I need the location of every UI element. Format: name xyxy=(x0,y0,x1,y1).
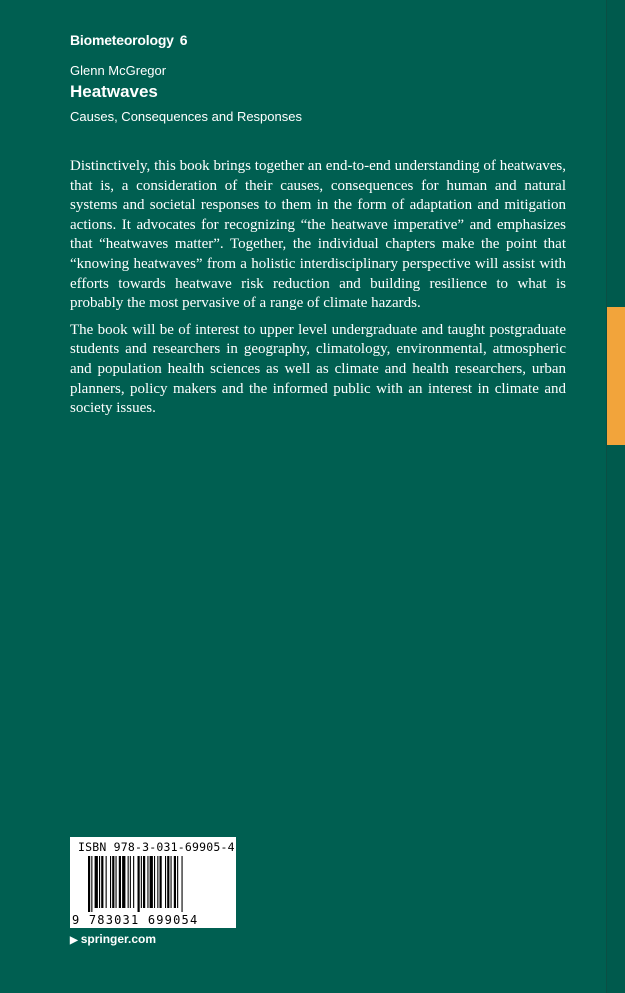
isbn-barcode xyxy=(70,837,236,928)
isbn-number: ISBN 978-3-031-69905-4 xyxy=(78,840,235,854)
series-label xyxy=(70,32,187,48)
book-title: Heatwaves xyxy=(70,82,158,101)
arrow-right-icon: ▶ xyxy=(70,935,78,946)
ean-digits: 9 783031 699054 xyxy=(72,913,199,927)
description-paragraph: Distinctively, this book brings together an end-to-end understanding of heatwaves, that is, a consideration of their causes, consequences for human and natural systems and societal responses to them in the form of adaptation and mitigation actions. It advocates for recognizing “the heatwave imperative” and emphasizes that “heatwaves matter”. Together, the individual chapters make the point that “knowing heatwaves” from a holistic interdisciplinary perspective will assist with efforts towards heatwave risk reduction and building resilience to what is probably the most pervasive of a range of climate hazards. xyxy=(70,158,566,312)
series-volume: 6 xyxy=(179,32,188,48)
description-paragraph: The book will be of interest to upper level undergraduate and taught postgraduate students and researchers in geography, climatology, environmental, atmospheric and population health sciences as well as climate and health researchers, urban planners, policy makers and the informed public with an interest in climate and society issues. xyxy=(70,321,566,417)
publisher-link[interactable] xyxy=(70,932,156,946)
book-subtitle: Causes, Consequences and Responses xyxy=(70,109,302,124)
author-name: Glenn McGregor xyxy=(70,63,167,78)
barcode-bars xyxy=(88,856,218,912)
book-description xyxy=(70,157,566,426)
spine-edge xyxy=(607,0,625,993)
accent-tab xyxy=(607,307,625,445)
publisher-url: springer.com xyxy=(80,932,157,946)
series-name: Biometeorology xyxy=(70,32,174,48)
spine-divider xyxy=(606,0,607,993)
